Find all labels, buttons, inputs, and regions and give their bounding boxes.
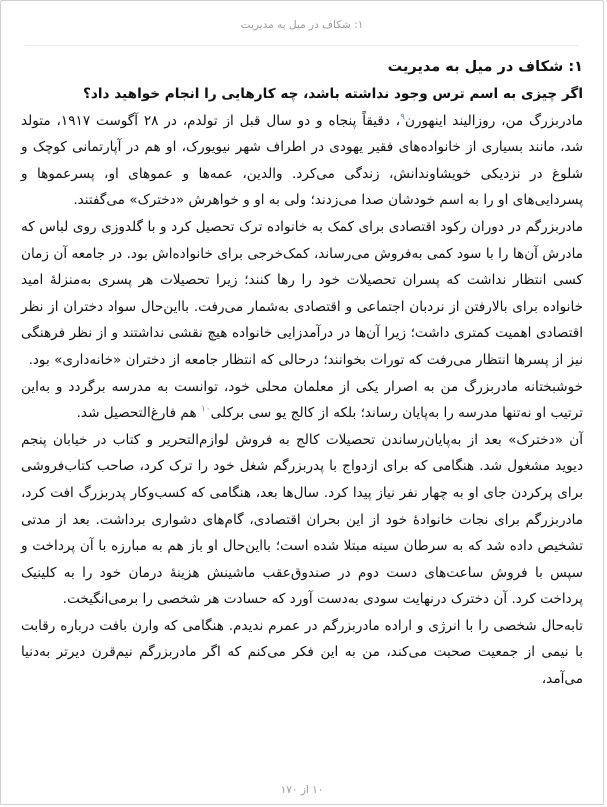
footnote-link[interactable]: ۱۰ (200, 404, 211, 415)
paragraph-question: اگر چیزی به اسم ترس وجود نداشته باشد، چه کارهایی را انجام خواهید داد؟ (83, 86, 583, 102)
paragraph-career: آن «دخترک» بعد از به‌پایان‌رساندن تحصیلات کالج به فروش لوازم‌التحریر و کتاب در خیابان پنجم دیوید مشغول شد. هنگامی که برای ازدواج با پدربزرگم شغل خود را ترک کرد، صاحب کتاب‌فروشی برای پرکردن جای او به چهار نفر نیاز پیدا کرد. سال‌ها بعد، هنگامی که کسب‌وکار پدربزرگ افت کرد، مادربزرگم برای نجات خانوادهٔ خود از این بحران اقتصادی، گام‌های دشواری برداشت. بعد از مدتی تشخیص داده شد که به سرطان سینه مبتلا شده است؛ بااین‌حال او باز هم به مبارزه با آن پرداخت و سپس با فروش ساعت‌های دست دوم در صندوق‌عقب ماشینش هزینهٔ درمان خود را به کلینیک پرداخت کرد. آن دخترک درنهایت سودی به‌دست آورد که حسادت هر شخصی را برمی‌انگیخت. (21, 431, 583, 608)
paragraph-energy: تابه‌حال شخصی را با انرژی و اراده مادربزرگم در عمرم ندیدم. هنگامی که وارن بافت درباره رقابت با نیمی از جمعیت صحبت می‌کند، من به این فکر می‌کنم که اگر مادربزرگم نیم‌قرن دیرتر به‌دنیا می‌آمد، (21, 617, 583, 688)
page-content (21, 53, 583, 693)
paragraph-text: هم فارغ‌التحصیل شد. (76, 405, 201, 422)
page-number-footer: ۱۰ از ۱۷۰ (280, 784, 324, 796)
paragraph-depression-era: مادربزرگم در دوران رکود اقتصادی برای کمک به خانواده ترک تحصیل کرد و با گلدوزی روی لباس که مادرش آن‌ها را با سود کمی به‌فروش می‌رساند، کمک‌خرجی برای خانواده‌اش بود. در جامعه آن زمان کسی انتظار نداشت که پسران تحصیلات خود را رها کنند؛ زیرا تحصیلات هر پسری به‌منزلهٔ امید خانواده برای بالارفتن از نردبان اجتماعی و اقتصادی به‌شمار می‌رفت. بااین‌حال سواد دختران از نظر اقتصادی اهمیت کمتری داشت؛ زیرا آن‌ها در درآمدزایی خانواده هیچ نقشی نداشتند و از نظر فرهنگی نیز از پسرها انتظار می‌رفت که تورات بخوانند؛ درحالی که انتظار جامعه از دختران «خانه‌داری» بود. (21, 218, 583, 368)
paragraph-text: خوشبختانه مادربزرگ من به اصرار یکی از معلمان محلی خود، توانست به مدرسه برگردد و به‌این ترتیب او نه‌تنها مدرسه را به‌پایان رساند؛ بلکه از کالج یو سی برکلی (21, 378, 583, 422)
paragraph-text: ، دقیقاً پنجاه و دو سال قبل از تولدم، در ۲۸ آگوست ۱۹۱۷، متولد شد، مانند بسیاری از خانواده‌های فقیر یهودی در اطراف شهر نیویورک، او هم در آپارتمانی کوچک و شلوغ در نزدیکی خویشاوندانش، زندگی می‌کرد. والدین، عمه‌ها و عموهای او، پسرعموها و پسردایی‌های او را به اسم خودشان صدا می‌زدند؛ ولی به او و خواهرش «دخترک» می‌گفتند. (21, 112, 583, 209)
running-header: ۱: شکاف در میل به مدیریت (240, 19, 364, 31)
paragraph-text: مادربزرگ من، روزالیند اینهورن (404, 112, 583, 129)
section-heading: ۱: شکاف در میل به مدیریت (387, 59, 583, 75)
header-divider (25, 45, 579, 46)
paragraph-grandmother-birth (21, 108, 583, 214)
footnote-link[interactable]: ۹ (400, 112, 405, 123)
paragraph-berkeley (21, 374, 583, 427)
